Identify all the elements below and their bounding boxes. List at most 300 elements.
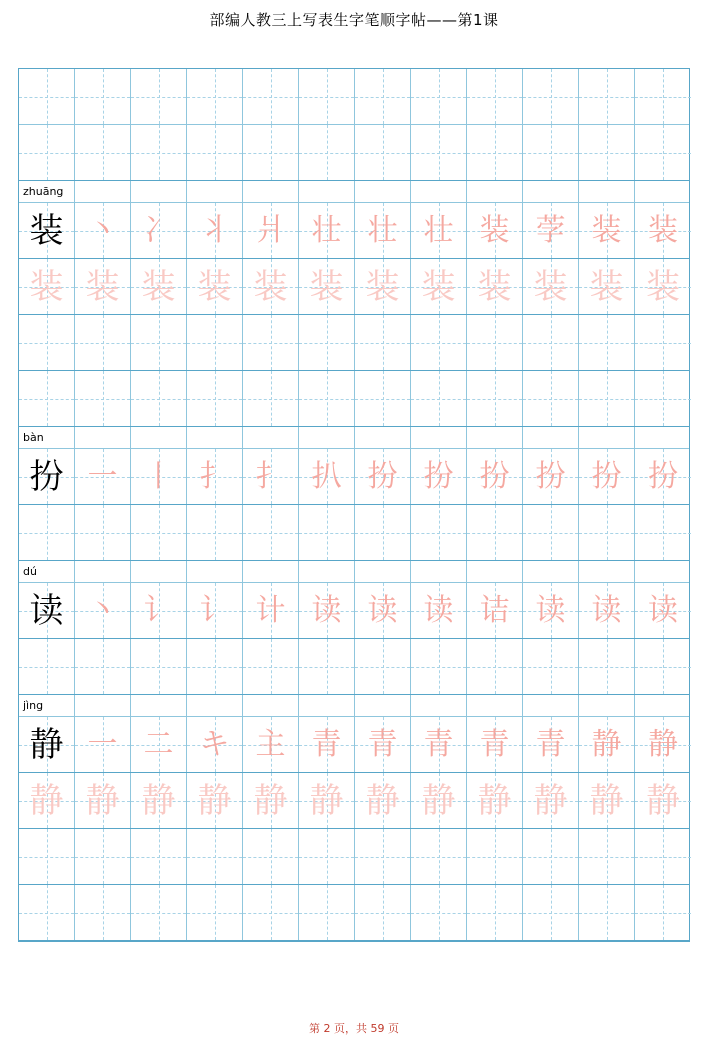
- cell-horizontal-guide: [131, 533, 186, 534]
- tracing-cell: [467, 259, 523, 314]
- pinyin-spacer: [579, 695, 635, 716]
- stroke-step: 扮: [648, 458, 678, 494]
- worksheet-grid: [18, 68, 690, 942]
- model-character-cell: [19, 583, 75, 638]
- blank-cell: [131, 885, 187, 940]
- cell-horizontal-guide: [299, 399, 354, 400]
- stroke-step-cell: [243, 449, 299, 504]
- tracing-character: 装: [589, 266, 624, 307]
- stroke-step: 扮: [423, 458, 454, 494]
- cell-horizontal-guide: [523, 399, 578, 400]
- stroke-step: 丶: [87, 592, 118, 628]
- blank-cell: [131, 315, 187, 370]
- tracing-cell: [579, 773, 635, 828]
- stroke-step: 丨: [143, 458, 174, 494]
- blank-cell: [579, 315, 635, 370]
- stroke-step-cell: [75, 583, 131, 638]
- cell-horizontal-guide: [131, 343, 186, 344]
- stroke-step-cell: [355, 203, 411, 258]
- cell-horizontal-guide: [467, 533, 522, 534]
- blank-cell: [19, 885, 75, 940]
- blank-cell: [75, 315, 131, 370]
- cell-horizontal-guide: [411, 343, 466, 344]
- cell-horizontal-guide: [19, 857, 74, 858]
- pinyin-spacer: [243, 427, 299, 448]
- blank-cell: [299, 69, 355, 124]
- blank-practice-row: [19, 371, 689, 427]
- blank-cell: [187, 885, 243, 940]
- tracing-character: 装: [85, 266, 120, 307]
- cell-horizontal-guide: [523, 533, 578, 534]
- tracing-cell: [411, 773, 467, 828]
- cell-horizontal-guide: [75, 399, 130, 400]
- stroke-step: 装: [648, 212, 678, 248]
- blank-cell: [75, 69, 131, 124]
- pinyin-spacer: [635, 181, 691, 202]
- blank-cell: [131, 125, 187, 180]
- blank-practice-row: [19, 315, 689, 371]
- pinyin-spacer: [243, 561, 299, 582]
- pinyin-spacer: [355, 695, 411, 716]
- tracing-character: 装: [309, 266, 344, 307]
- pinyin-spacer: [75, 181, 131, 202]
- blank-cell: [355, 885, 411, 940]
- blank-practice-row: [19, 885, 689, 941]
- blank-cell: [355, 505, 411, 560]
- blank-cell: [355, 829, 411, 884]
- stroke-step: 扮: [591, 458, 622, 494]
- blank-cell: [635, 69, 691, 124]
- tracing-cell: [19, 259, 75, 314]
- blank-cell: [467, 69, 523, 124]
- blank-cell: [467, 125, 523, 180]
- blank-cell: [467, 371, 523, 426]
- cell-horizontal-guide: [467, 399, 522, 400]
- blank-cell: [635, 125, 691, 180]
- cell-horizontal-guide: [243, 857, 298, 858]
- tracing-cell: [187, 259, 243, 314]
- stroke-step: 计: [255, 592, 286, 628]
- stroke-step-cell: [131, 203, 187, 258]
- blank-cell: [299, 125, 355, 180]
- tracing-character: 装: [141, 266, 176, 307]
- stroke-step-cell: [579, 449, 635, 504]
- blank-cell: [243, 639, 299, 694]
- model-character: 装: [29, 210, 64, 251]
- cell-horizontal-guide: [243, 667, 298, 668]
- cell-horizontal-guide: [635, 153, 691, 154]
- tracing-character: 装: [197, 266, 232, 307]
- blank-cell: [579, 69, 635, 124]
- pinyin-spacer: [131, 181, 187, 202]
- blank-practice-row: [19, 639, 689, 695]
- blank-cell: [411, 639, 467, 694]
- blank-cell: [355, 639, 411, 694]
- stroke-step-cell: [299, 203, 355, 258]
- blank-cell: [75, 505, 131, 560]
- cell-horizontal-guide: [579, 913, 634, 914]
- pinyin-spacer: [635, 427, 691, 448]
- pinyin-spacer: [243, 695, 299, 716]
- cell-horizontal-guide: [243, 399, 298, 400]
- blank-cell: [355, 315, 411, 370]
- stroke-step-cell: [131, 717, 187, 772]
- cell-horizontal-guide: [299, 153, 354, 154]
- cell-horizontal-guide: [187, 399, 242, 400]
- blank-cell: [579, 639, 635, 694]
- stroke-step: 读: [423, 592, 454, 628]
- stroke-step-cell: [243, 203, 299, 258]
- cell-horizontal-guide: [411, 913, 466, 914]
- stroke-step-cell: [299, 583, 355, 638]
- cell-horizontal-guide: [467, 667, 522, 668]
- blank-cell: [411, 885, 467, 940]
- cell-horizontal-guide: [523, 97, 578, 98]
- cell-horizontal-guide: [635, 343, 691, 344]
- stroke-step-cell: [411, 449, 467, 504]
- stroke-step: 扒: [311, 458, 342, 494]
- blank-cell: [187, 371, 243, 426]
- stroke-step: 二: [143, 726, 174, 762]
- pinyin-spacer: [131, 695, 187, 716]
- stroke-step-cell: [131, 449, 187, 504]
- cell-horizontal-guide: [19, 913, 74, 914]
- pinyin-spacer: [579, 561, 635, 582]
- blank-cell: [467, 315, 523, 370]
- cell-horizontal-guide: [467, 913, 522, 914]
- stroke-step: 青: [311, 726, 342, 762]
- tracing-cell: [523, 259, 579, 314]
- blank-cell: [523, 885, 579, 940]
- tracing-character: 装: [421, 266, 456, 307]
- cell-horizontal-guide: [635, 399, 691, 400]
- stroke-step-cell: [187, 449, 243, 504]
- blank-cell: [19, 829, 75, 884]
- blank-cell: [579, 125, 635, 180]
- stroke-step: 读: [367, 592, 398, 628]
- cell-horizontal-guide: [523, 343, 578, 344]
- blank-cell: [579, 505, 635, 560]
- stroke-step-cell: [355, 717, 411, 772]
- cell-horizontal-guide: [523, 153, 578, 154]
- stroke-step-cell: [523, 717, 579, 772]
- blank-practice-row: [19, 69, 689, 125]
- cell-horizontal-guide: [243, 533, 298, 534]
- blank-cell: [299, 639, 355, 694]
- cell-horizontal-guide: [355, 153, 410, 154]
- stroke-step-cell: [635, 717, 691, 772]
- stroke-step-cell: [523, 203, 579, 258]
- cell-horizontal-guide: [467, 857, 522, 858]
- stroke-step-cell: [187, 583, 243, 638]
- stroke-order-row: [19, 203, 689, 259]
- cell-horizontal-guide: [299, 343, 354, 344]
- blank-cell: [299, 885, 355, 940]
- pinyin-spacer: [411, 695, 467, 716]
- pinyin-spacer: [187, 427, 243, 448]
- pinyin-spacer: [523, 181, 579, 202]
- stroke-step-cell: [579, 717, 635, 772]
- stroke-step-cell: [411, 717, 467, 772]
- blank-cell: [523, 69, 579, 124]
- blank-cell: [19, 315, 75, 370]
- cell-horizontal-guide: [75, 913, 130, 914]
- cell-horizontal-guide: [19, 667, 74, 668]
- blank-cell: [299, 315, 355, 370]
- cell-horizontal-guide: [131, 913, 186, 914]
- blank-cell: [523, 125, 579, 180]
- stroke-step: 扮: [367, 458, 398, 494]
- pinyin-spacer: [187, 181, 243, 202]
- stroke-step-cell: [523, 583, 579, 638]
- blank-practice-row: [19, 829, 689, 885]
- blank-cell: [635, 829, 691, 884]
- blank-cell: [187, 315, 243, 370]
- tracing-cell: [243, 259, 299, 314]
- pinyin-spacer: [299, 561, 355, 582]
- cell-horizontal-guide: [19, 97, 74, 98]
- pinyin-label: jìng: [19, 695, 75, 716]
- pinyin-spacer: [411, 181, 467, 202]
- pinyin-spacer: [243, 181, 299, 202]
- tracing-character: 静: [197, 780, 232, 821]
- cell-horizontal-guide: [579, 97, 634, 98]
- blank-cell: [19, 69, 75, 124]
- blank-cell: [411, 315, 467, 370]
- blank-cell: [523, 505, 579, 560]
- stroke-step-cell: [131, 583, 187, 638]
- blank-cell: [411, 371, 467, 426]
- stroke-step: 扌: [199, 458, 230, 494]
- cell-horizontal-guide: [243, 153, 298, 154]
- stroke-step-cell: [299, 449, 355, 504]
- blank-cell: [411, 69, 467, 124]
- stroke-order-row: [19, 717, 689, 773]
- tracing-character: 装: [29, 266, 64, 307]
- cell-horizontal-guide: [187, 97, 242, 98]
- stroke-step: 扮: [479, 458, 510, 494]
- blank-cell: [19, 125, 75, 180]
- tracing-cell: [243, 773, 299, 828]
- tracing-character: 静: [29, 780, 64, 821]
- cell-horizontal-guide: [131, 153, 186, 154]
- tracing-cell: [299, 259, 355, 314]
- stroke-step-cell: [467, 717, 523, 772]
- blank-cell: [243, 125, 299, 180]
- stroke-step-cell: [355, 583, 411, 638]
- blank-cell: [411, 829, 467, 884]
- blank-cell: [355, 125, 411, 180]
- tracing-character: 装: [365, 266, 400, 307]
- tracing-cell: [635, 259, 691, 314]
- cell-horizontal-guide: [467, 343, 522, 344]
- footer-suffix: 页: [388, 1022, 399, 1035]
- tracing-cell: [523, 773, 579, 828]
- stroke-step: 扮: [535, 458, 566, 494]
- cell-horizontal-guide: [467, 97, 522, 98]
- pinyin-spacer: [523, 561, 579, 582]
- blank-cell: [635, 505, 691, 560]
- stroke-order-row: [19, 449, 689, 505]
- stroke-step: 丬: [199, 212, 230, 248]
- cell-horizontal-guide: [75, 667, 130, 668]
- pinyin-spacer: [411, 427, 467, 448]
- pinyin-row: [19, 561, 689, 583]
- model-character: 读: [29, 590, 64, 631]
- stroke-step-cell: [467, 449, 523, 504]
- page-footer: [0, 1020, 708, 1036]
- blank-cell: [131, 371, 187, 426]
- cell-horizontal-guide: [579, 153, 634, 154]
- cell-horizontal-guide: [635, 667, 691, 668]
- page-title: 部编人教三上写表生字笔顺字帖——第1课: [209, 11, 499, 29]
- tracing-cell: [131, 259, 187, 314]
- cell-horizontal-guide: [579, 343, 634, 344]
- cell-horizontal-guide: [355, 913, 410, 914]
- stroke-step-cell: [467, 203, 523, 258]
- blank-cell: [467, 885, 523, 940]
- cell-horizontal-guide: [131, 857, 186, 858]
- blank-cell: [579, 885, 635, 940]
- tracing-cell: [635, 773, 691, 828]
- stroke-step: 爿: [255, 212, 286, 248]
- cell-horizontal-guide: [635, 913, 691, 914]
- blank-cell: [523, 371, 579, 426]
- cell-horizontal-guide: [579, 533, 634, 534]
- blank-cell: [467, 639, 523, 694]
- blank-cell: [131, 639, 187, 694]
- model-character-cell: [19, 203, 75, 258]
- blank-cell: [355, 69, 411, 124]
- blank-cell: [523, 829, 579, 884]
- blank-cell: [75, 125, 131, 180]
- stroke-step-cell: [75, 449, 131, 504]
- blank-practice-row: [19, 125, 689, 181]
- cell-horizontal-guide: [635, 857, 691, 858]
- stroke-step: 丶: [87, 212, 118, 248]
- pinyin-spacer: [467, 695, 523, 716]
- tracing-character: 静: [309, 780, 344, 821]
- cell-horizontal-guide: [19, 399, 74, 400]
- cell-horizontal-guide: [579, 857, 634, 858]
- cell-horizontal-guide: [411, 399, 466, 400]
- tracing-cell: [579, 259, 635, 314]
- blank-cell: [243, 315, 299, 370]
- pinyin-spacer: [579, 181, 635, 202]
- stroke-step-cell: [635, 203, 691, 258]
- blank-cell: [75, 371, 131, 426]
- pinyin-spacer: [187, 561, 243, 582]
- tracing-character: 静: [646, 780, 680, 821]
- stroke-step: 诘: [479, 592, 510, 628]
- blank-cell: [411, 505, 467, 560]
- tracing-cell: [75, 259, 131, 314]
- stroke-step: 扌: [255, 458, 286, 494]
- tracing-character: 静: [85, 780, 120, 821]
- pinyin-spacer: [75, 695, 131, 716]
- tracing-character: 静: [141, 780, 176, 821]
- blank-cell: [131, 69, 187, 124]
- blank-cell: [635, 371, 691, 426]
- cell-horizontal-guide: [523, 913, 578, 914]
- pinyin-spacer: [579, 427, 635, 448]
- blank-cell: [19, 639, 75, 694]
- cell-horizontal-guide: [411, 667, 466, 668]
- pinyin-spacer: [187, 695, 243, 716]
- tracing-cell: [187, 773, 243, 828]
- cell-horizontal-guide: [187, 533, 242, 534]
- blank-cell: [187, 125, 243, 180]
- tracing-row: [19, 259, 689, 315]
- tracing-character: 装: [253, 266, 288, 307]
- blank-cell: [243, 371, 299, 426]
- tracing-character: 静: [421, 780, 456, 821]
- cell-horizontal-guide: [411, 153, 466, 154]
- stroke-step-cell: [467, 583, 523, 638]
- cell-horizontal-guide: [355, 97, 410, 98]
- stroke-step-cell: [75, 203, 131, 258]
- tracing-cell: [19, 773, 75, 828]
- pinyin-spacer: [355, 181, 411, 202]
- pinyin-row: [19, 427, 689, 449]
- tracing-character: 静: [253, 780, 288, 821]
- pinyin-spacer: [411, 561, 467, 582]
- cell-horizontal-guide: [19, 153, 74, 154]
- blank-cell: [131, 829, 187, 884]
- pinyin-label: bàn: [19, 427, 75, 448]
- pinyin-spacer: [75, 427, 131, 448]
- blank-cell: [243, 829, 299, 884]
- pinyin-spacer: [523, 695, 579, 716]
- stroke-step-cell: [299, 717, 355, 772]
- tracing-cell: [355, 259, 411, 314]
- blank-cell: [523, 315, 579, 370]
- cell-horizontal-guide: [131, 667, 186, 668]
- tracing-character: 静: [533, 780, 568, 821]
- blank-cell: [579, 371, 635, 426]
- blank-cell: [243, 69, 299, 124]
- pinyin-spacer: [467, 427, 523, 448]
- pinyin-spacer: [523, 427, 579, 448]
- cell-horizontal-guide: [355, 667, 410, 668]
- model-character: 静: [29, 724, 64, 765]
- tracing-character: 装: [477, 266, 512, 307]
- pinyin-spacer: [131, 427, 187, 448]
- cell-horizontal-guide: [467, 153, 522, 154]
- stroke-step-cell: [75, 717, 131, 772]
- cell-horizontal-guide: [75, 857, 130, 858]
- cell-horizontal-guide: [355, 399, 410, 400]
- cell-horizontal-guide: [187, 343, 242, 344]
- stroke-step: 冫: [143, 212, 174, 248]
- blank-cell: [75, 885, 131, 940]
- stroke-step: 壮: [367, 212, 398, 248]
- stroke-step-cell: [411, 203, 467, 258]
- blank-cell: [19, 505, 75, 560]
- stroke-step-cell: [579, 583, 635, 638]
- blank-cell: [75, 829, 131, 884]
- cell-horizontal-guide: [75, 97, 130, 98]
- stroke-step: 青: [479, 726, 510, 762]
- footer-middle: 页，共: [334, 1022, 367, 1035]
- cell-horizontal-guide: [131, 97, 186, 98]
- stroke-step-cell: [579, 203, 635, 258]
- stroke-step: 一: [87, 458, 118, 494]
- cell-horizontal-guide: [523, 857, 578, 858]
- tracing-character: 装: [533, 266, 568, 307]
- blank-cell: [635, 639, 691, 694]
- blank-cell: [187, 639, 243, 694]
